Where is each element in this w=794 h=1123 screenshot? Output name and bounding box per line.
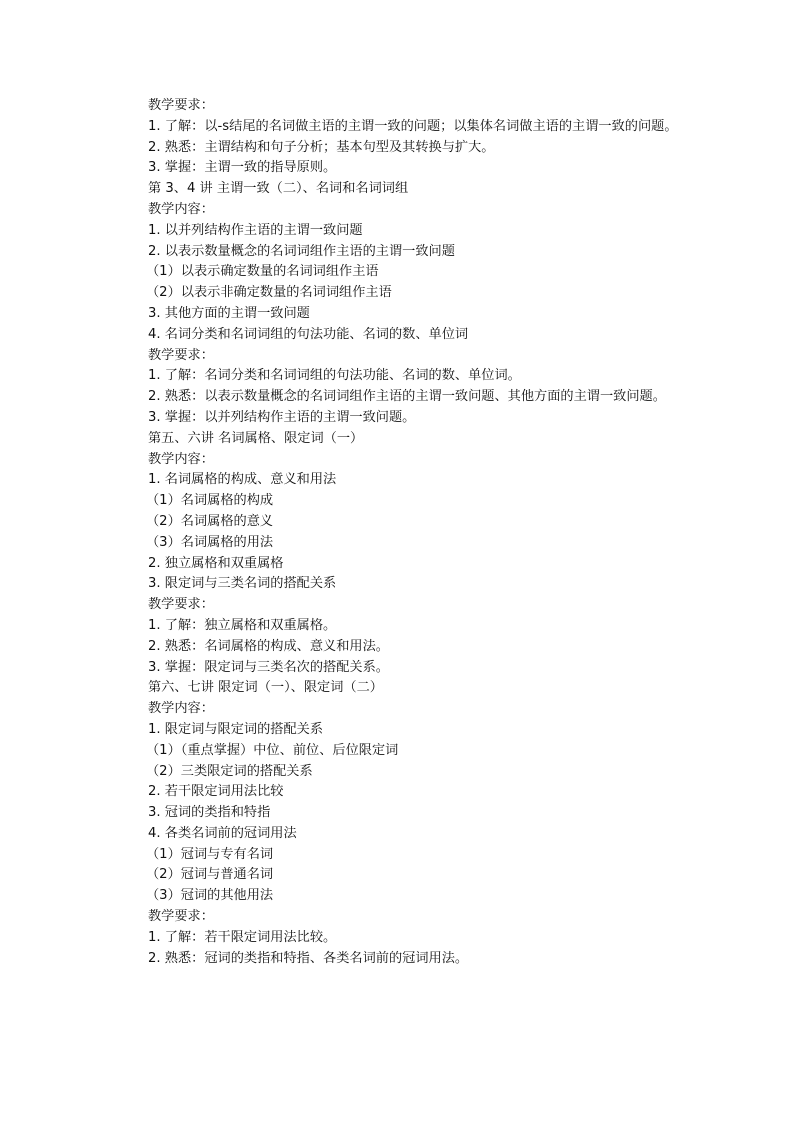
list-item: 2. 熟悉：主谓结构和句子分析；基本句型及其转换与扩大。 (148, 139, 495, 155)
section-heading: 教学内容： (148, 451, 214, 467)
sub-list-item: （3）名词属格的用法 (146, 534, 274, 550)
section-heading: 教学要求： (148, 597, 214, 613)
list-item: 2. 熟悉：名词属格的构成、意义和用法。 (148, 638, 389, 654)
list-item: 3. 掌握：限定词与三类名次的搭配关系。 (148, 659, 389, 675)
sub-list-item: （1）（重点掌握）中位、前位、后位限定词 (146, 742, 399, 758)
list-item: 1. 了解：以-s结尾的名词做主语的主谓一致的问题；以集体名词做主语的主谓一致的问题。 (148, 118, 678, 134)
sub-list-item: （1）名词属格的构成 (146, 493, 274, 509)
sub-list-item: （3）冠词的其他用法 (146, 888, 274, 904)
section-heading: 教学要求： (148, 347, 214, 363)
list-item: 1. 了解：名词分类和名词词组的句法功能、名词的数、单位词。 (148, 368, 521, 384)
list-item: 3. 冠词的类指和特指 (148, 805, 271, 821)
list-item: 1. 了解：若干限定词用法比较。 (148, 929, 337, 945)
document-body (120, 96, 678, 969)
list-item: 3. 掌握：以并列结构作主语的主谓一致问题。 (148, 409, 416, 425)
lecture-title: 第 3、4 讲 主谓一致（二）、名词和名词词组 (148, 181, 409, 197)
sub-list-item: （1）冠词与专有名词 (146, 846, 274, 862)
list-item: 3. 其他方面的主谓一致问题 (148, 305, 310, 321)
sub-list-item: （2）名词属格的意义 (146, 513, 274, 529)
lecture-title: 第六、七讲 限定词（一）、限定词（二） (148, 680, 383, 696)
list-item: 4. 名词分类和名词词组的句法功能、名词的数、单位词 (148, 326, 469, 342)
section-heading: 教学内容： (148, 201, 214, 217)
section-heading: 教学要求： (148, 909, 214, 925)
list-item: 3. 掌握：主谓一致的指导原则。 (148, 160, 337, 176)
sub-list-item: （1）以表示确定数量的名词词组作主语 (146, 264, 379, 280)
list-item: 2. 以表示数量概念的名词词组作主语的主谓一致问题 (148, 243, 455, 259)
list-item: 4. 各类名词前的冠词用法 (148, 825, 297, 841)
list-item: 2. 独立属格和双重属格 (148, 555, 284, 571)
sub-list-item: （2）三类限定词的搭配关系 (146, 763, 313, 779)
list-item: 2. 若干限定词用法比较 (148, 784, 284, 800)
section-heading: 教学要求： (148, 98, 214, 113)
list-item: 1. 限定词与限定词的搭配关系 (148, 721, 324, 737)
lecture-title: 第五、六讲 名词属格、限定词（一） (148, 430, 364, 446)
section-heading: 教学内容： (148, 701, 214, 717)
list-item: 3. 限定词与三类名词的搭配关系 (148, 576, 337, 592)
list-item: 2. 熟悉：冠词的类指和特指、各类名词前的冠词用法。 (148, 950, 469, 966)
sub-list-item: （2）冠词与普通名词 (146, 867, 274, 883)
list-item: 1. 名词属格的构成、意义和用法 (148, 472, 337, 488)
list-item: 1. 以并列结构作主语的主谓一致问题 (148, 222, 363, 238)
sub-list-item: （2）以表示非确定数量的名词词组作主语 (146, 285, 392, 301)
list-item: 2. 熟悉：以表示数量概念的名词词组作主语的主谓一致问题、其他方面的主谓一致问题。 (148, 389, 666, 405)
list-item: 1. 了解：独立属格和双重属格。 (148, 617, 337, 633)
